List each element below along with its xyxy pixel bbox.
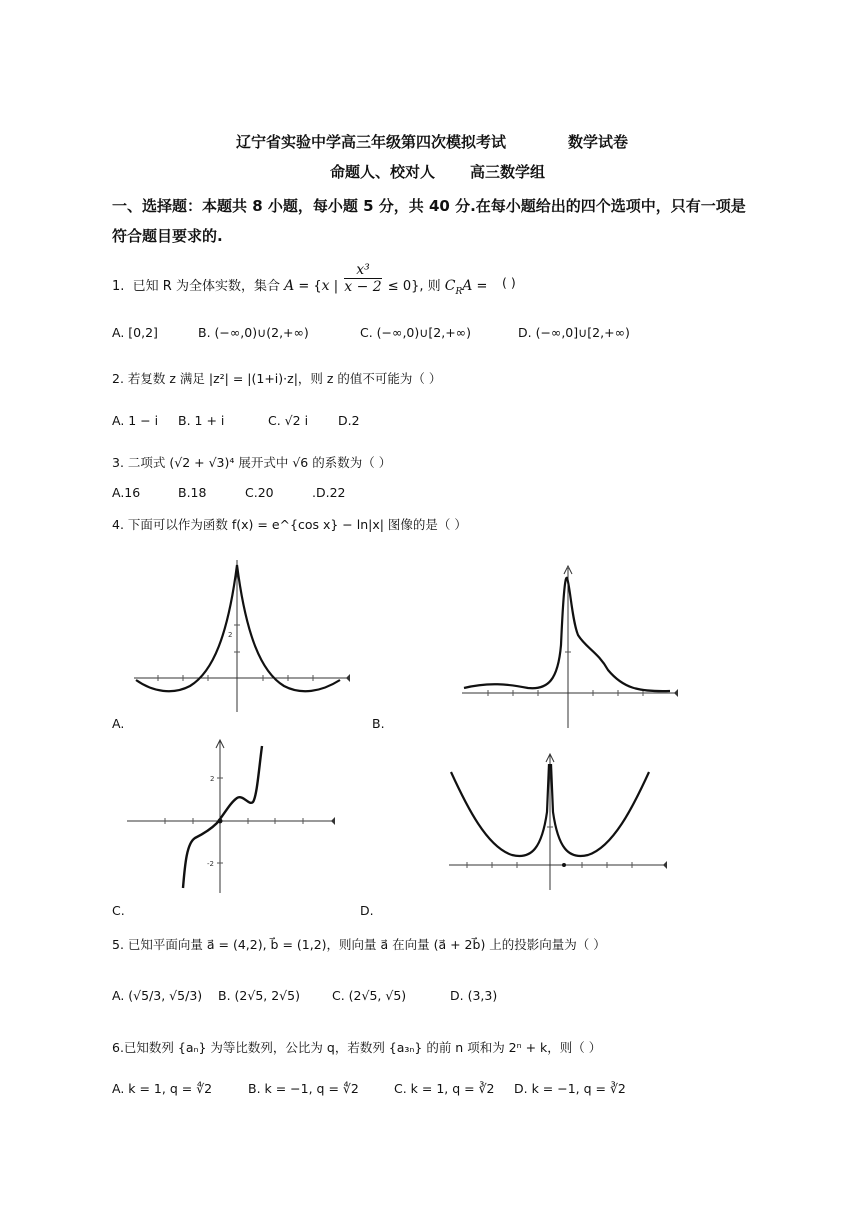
question-6-option-b: B. k = −1, q = ∜2 [248,1081,359,1096]
question-2-stem: 2. 若复数 z 满足 |z²| = |(1+i)·z|，则 z 的值不可能为（ ） [112,371,442,386]
graph-d [447,752,672,892]
graph-a-tick-label: 2 [228,631,233,639]
graph-d-label: D. [360,903,374,918]
question-3-option-c: C.20 [245,485,274,500]
question-5-option-d: D. (3,3) [450,988,498,1003]
question-5-option-c: C. (2√5, √5) [332,988,407,1003]
question-1-blank: ( ) [502,275,516,290]
graph-b [458,560,683,730]
question-1-option-a: A. [0,2] [112,325,158,340]
question-1 [112,262,832,352]
question-6-option-d: D. k = −1, q = ∛2 [514,1081,626,1096]
question-2-option-d: D.2 [338,413,360,428]
question-6-stem: 6.已知数列 {aₙ} 为等比数列，公比为 q，若数列 {a₃ₙ} 的前 n 项和为 2ⁿ + k，则（ ） [112,1040,602,1055]
authors-label: 命题人、校对人 [330,163,436,181]
section-heading-line2: 符合题目要求的. [112,227,223,245]
question-6-option-a: A. k = 1, q = ∜2 [112,1081,213,1096]
question-1-option-d: D. (−∞,0]∪[2,+∞) [518,325,630,340]
section-heading-line1: 一、选择题：本题共 8 小题，每小题 5 分，共 40 分.在每小题给出的四个选项中，只有一项是 [112,197,746,215]
question-3-option-a: A.16 [112,485,141,500]
graph-c [125,738,340,898]
question-1-option-c: C. (−∞,0)∪[2,+∞) [360,325,471,340]
graph-c-label: C. [112,903,125,918]
authors: 高三数学组 [470,163,546,181]
graph-c-tick-label-2: 2 [210,775,215,783]
graph-c-tick-label-neg2: -2 [207,860,214,868]
question-2-option-a: A. 1 − i [112,413,159,428]
question-2-option-c: C. √2 i [268,413,309,428]
question-5-stem: 5. 已知平面向量 a⃗ = (4,2), b⃗ = (1,2)，则向量 a⃗ 在向量 (a⃗ + 2b⃗) 上的投影向量为（ ） [112,937,606,952]
question-1-option-b: B. (−∞,0)∪(2,+∞) [198,325,309,340]
question-4-stem: 4. 下面可以作为函数 f(x) = e^{cos x} − ln|x| 图像的是（ ） [112,517,467,532]
exam-subject: 数学试卷 [568,133,629,151]
question-5-option-a: A. (√5/3, √5/3) [112,988,203,1003]
question-3-stem: 3. 二项式 (√2 + √3)⁴ 展开式中 √6 的系数为（ ） [112,455,392,470]
question-3-option-b: B.18 [178,485,207,500]
exam-title: 辽宁省实验中学高三年级第四次模拟考试 [236,133,507,151]
graph-a [128,540,353,715]
question-2-option-b: B. 1 + i [178,413,225,428]
graph-a-label: A. [112,716,125,731]
question-5-option-b: B. (2√5, 2√5) [218,988,300,1003]
question-6-option-c: C. k = 1, q = ∛2 [394,1081,495,1096]
question-3-option-d: .D.22 [312,485,346,500]
question-1-stem: 1. 已知 R 为全体实数，集合 A = {x | $\frac{\text{x³}}{x - 2}$ ≤ 0}, 则 $C_RA$ = [112,262,488,297]
graph-b-label: B. [372,716,385,731]
